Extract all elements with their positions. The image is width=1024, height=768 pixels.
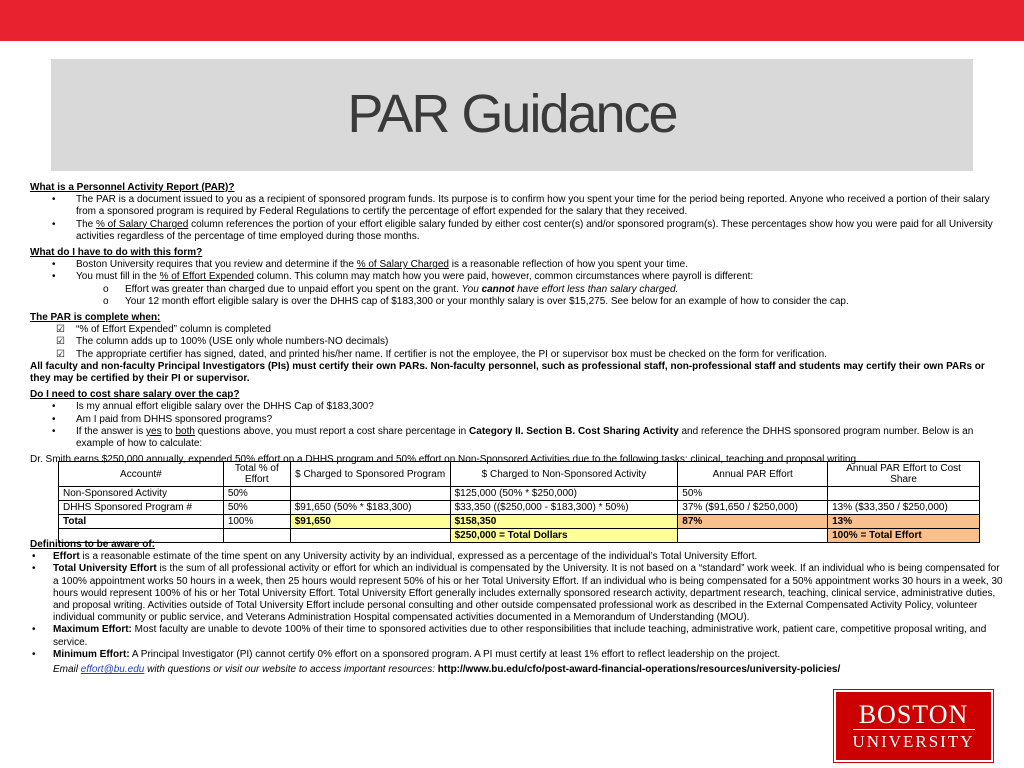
sub-list-item: o Your 12 month effort eligible salary is over the DHHS cap of $183,300 or your monthly salary is over $15,275. See below for an example of how to consider the cap. bbox=[103, 295, 849, 307]
bullet-icon: • bbox=[52, 413, 56, 425]
table-cell: $33,350 (($250,000 - $183,300) * 50%) bbox=[450, 501, 678, 515]
definition-item: • Minimum Effort: A Principal Investigator (PI) cannot certify 0% effort on a sponsored program. A PI must certify at least 1% effort to reflect leadership on the project. bbox=[32, 648, 781, 660]
section-heading-par-complete: The PAR is complete when: bbox=[30, 312, 161, 324]
definition-item: • Effort is a reasonable estimate of the time spent on any University activity by an individual, expressed as a percentage of the individual’s Total University Effort. bbox=[32, 551, 758, 563]
logo-line-1: BOSTON bbox=[858, 699, 969, 729]
table-cell: $91,650 (50% * $183,300) bbox=[290, 501, 450, 515]
top-accent-bar bbox=[0, 0, 1024, 41]
bullet-icon: • bbox=[32, 563, 36, 575]
table-cell: Non-Sponsored Activity bbox=[59, 487, 224, 501]
table-header: $ Charged to Sponsored Program bbox=[290, 462, 450, 487]
section-heading-cost-share: Do I need to cost share salary over the cap? bbox=[30, 389, 240, 401]
cost-share-table bbox=[58, 461, 980, 543]
table-row-total bbox=[59, 515, 980, 529]
checkbox-checked-icon: ☑ bbox=[56, 324, 65, 336]
table-header: Account# bbox=[59, 462, 224, 487]
table-row bbox=[59, 487, 980, 501]
list-item: • The PAR is a document issued to you as a recipient of sponsored program funds. Its purpose is to confirm how you spent your time for the period being reported. Anyone who received a portion of their salary from a sponsored program is required by Federal Regulations to certify the percentage of effort expended for the salary that they received. bbox=[52, 194, 990, 218]
bullet-icon: • bbox=[32, 648, 36, 660]
table-cell: 50% bbox=[223, 487, 290, 501]
sub-list-item: o Effort was greater than charged due to unpaid effort you spent on the grant. You cannot have effort less than salary charged. bbox=[103, 283, 679, 295]
table-cell: DHHS Sponsored Program # bbox=[59, 501, 224, 515]
table-header: $ Charged to Non-Sponsored Activity bbox=[450, 462, 678, 487]
table-cell: 50% bbox=[678, 487, 828, 501]
list-item: • The % of Salary Charged column references the portion of your effort eligible salary funded by either cost center(s) and/or sponsored program(s). These percentages show how you were paid for all University activities regardless of the percentage of time employed during those months. bbox=[52, 218, 993, 242]
email-link[interactable]: effort@bu.edu bbox=[80, 664, 145, 676]
example-text: Dr. Smith earns $250,000 annually, expended 50% effort on a DHHS program and 50% effort on Non-Sponsored Activities due to the following tasks: clinical, teaching and proposal writing. bbox=[30, 454, 859, 466]
definition-item: • Maximum Effort: Most faculty are unable to devote 100% of their time to sponsored activities due to other responsibilities that include teaching, administrative work, patient care, competitive proposal writing, and service. bbox=[32, 624, 987, 648]
table-cell: $125,000 (50% * $250,000) bbox=[450, 487, 678, 501]
bullet-icon: • bbox=[52, 218, 56, 230]
table-header: Annual PAR Effort bbox=[678, 462, 828, 487]
bullet-icon: • bbox=[32, 551, 36, 563]
circle-bullet-icon: o bbox=[103, 283, 109, 295]
table-cell: 100% bbox=[223, 515, 290, 529]
table-cell: Total bbox=[59, 515, 224, 529]
bullet-icon: • bbox=[52, 425, 56, 437]
table-cell-highlight: 87% bbox=[678, 515, 828, 529]
boston-university-logo bbox=[834, 690, 993, 762]
definition-item: • Total University Effort is the sum of all professional activity or effort for which an individual is compensated by the University. It is not based on a “standard” work week. If an individual who is being compensated for a 100% appointment works 50 hours in a week, then 25 hours would represent 50% of his or her Total University Effort. If an individual who is being compensated for a 50% appointment works 30 hours in a week, 30 hours would represent 100% of his or her Total University Effort. Total University Effort generally includes externally sponsored research activity, department research, teaching, clinical service, administrative duties, and proposal writing. Activities outside of Total University Effort include personal consulting and other outside compensated professional work as described in the External Compensated Activity Policy, volunteer individual community or public service, and Veterans Administration Hospital compensated activities documented in a Memorandum of Understanding (MOU). bbox=[32, 563, 1003, 624]
checkbox-checked-icon: ☑ bbox=[56, 348, 65, 360]
section-heading-definitions: Definitions to be aware of: bbox=[30, 539, 156, 550]
checklist-item: ☑ “% of Effort Expended” column is completed bbox=[56, 324, 271, 336]
section-heading-what-is-par: What is a Personnel Activity Report (PAR)? bbox=[30, 182, 235, 193]
table-cell bbox=[290, 487, 450, 501]
bullet-icon: • bbox=[52, 259, 56, 271]
table-header: Annual PAR Effort to Cost Share bbox=[828, 462, 980, 487]
bullet-icon: • bbox=[52, 194, 56, 206]
title-box bbox=[51, 59, 973, 171]
list-item: • If the answer is yes to both questions above, you must report a cost share percentage in Category II. Section B. Cost Sharing Activity and reference the DHHS sponsored program number. Below is an example of how to calculate: bbox=[52, 425, 974, 450]
checklist-item: ☑ The column adds up to 100% (USE only whole numbers-NO decimals) bbox=[56, 336, 389, 348]
website-url[interactable]: http://www.bu.edu/cfo/post-award-financial-operations/resources/university-policies/ bbox=[437, 664, 841, 676]
table-header: Total % of Effort bbox=[223, 462, 290, 487]
table-cell-highlight: 13% bbox=[828, 515, 980, 529]
document-body bbox=[30, 182, 1000, 466]
table-header-row bbox=[59, 462, 980, 487]
table-cell-highlight: $250,000 = Total Dollars bbox=[450, 529, 678, 543]
bullet-icon: • bbox=[52, 401, 56, 413]
slide-title: PAR Guidance bbox=[347, 84, 677, 144]
table-cell-highlight: 100% = Total Effort bbox=[828, 529, 980, 543]
contact-line: Email effort@bu.edu with questions or visit our website to access important resources: http://www.bu.edu/cfo/post-award-financial-operations/resources/university-policies/ bbox=[53, 664, 841, 676]
table-cell: 13% ($33,350 / $250,000) bbox=[828, 501, 980, 515]
logo-line-2: UNIVERSITY bbox=[853, 729, 975, 752]
table-row bbox=[59, 501, 980, 515]
definitions-section bbox=[30, 539, 1005, 676]
table-cell-highlight: $91,650 bbox=[290, 515, 450, 529]
table-cell: 37% ($91,650 / $250,000) bbox=[678, 501, 828, 515]
table-cell bbox=[828, 487, 980, 501]
table-cell: 50% bbox=[223, 501, 290, 515]
list-item: • Boston University requires that you review and determine if the % of Salary Charged is a reasonable reflection of how you spent your time. bbox=[52, 259, 689, 271]
list-item: • Is my annual effort eligible salary over the DHHS Cap of $183,300? bbox=[52, 401, 374, 413]
list-item: • Am I paid from DHHS sponsored programs? bbox=[52, 413, 273, 425]
section-heading-what-to-do: What do I have to do with this form? bbox=[30, 247, 203, 259]
checkbox-checked-icon: ☑ bbox=[56, 336, 65, 348]
checklist-item: ☑ The appropriate certifier has signed, dated, and printed his/her name. If certifier is not the employee, the PI or supervisor box must be checked on the form for verification. bbox=[56, 348, 827, 360]
list-item: • You must fill in the % of Effort Expended column. This column may match how you were paid, however, common circumstances where payroll is different: bbox=[52, 271, 754, 283]
certification-note: All faculty and non-faculty Principal Investigators (PIs) must certify their own PARs. Non-faculty personnel, such as professional staff, non-professional staff and students may certify their own PARs or they may be certified by their PI or supervisor. bbox=[30, 360, 985, 385]
bullet-icon: • bbox=[32, 624, 36, 636]
table-cell-highlight: $158,350 bbox=[450, 515, 678, 529]
circle-bullet-icon: o bbox=[103, 295, 109, 307]
bullet-icon: • bbox=[52, 271, 56, 283]
